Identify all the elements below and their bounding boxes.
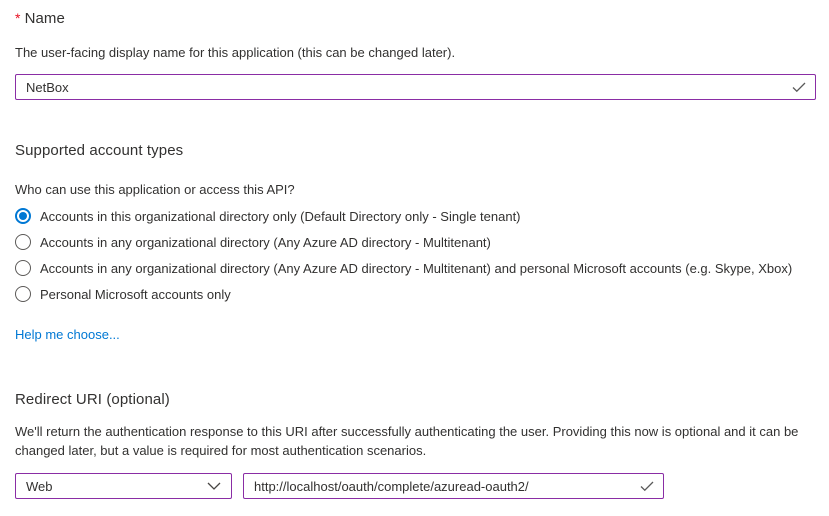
account-types-question: Who can use this application or access this API? <box>15 182 295 197</box>
name-input[interactable] <box>16 75 792 99</box>
name-section-title <box>15 10 65 27</box>
radio-single-tenant[interactable] <box>15 206 521 226</box>
name-input-field <box>15 74 816 100</box>
radio-label: Accounts in this organizational directory only (Default Directory only - Single tenant) <box>40 208 521 224</box>
radio-personal-only[interactable] <box>15 284 231 304</box>
radio-unselected-icon <box>15 234 31 250</box>
radio-label: Accounts in any organizational directory (Any Azure AD directory - Multitenant) <box>40 234 491 250</box>
redirect-uri-field <box>243 473 664 499</box>
radio-label: Accounts in any organizational directory (Any Azure AD directory - Multitenant) and personal Microsoft accounts (e.g. Skype, Xbox) <box>40 260 793 276</box>
radio-multitenant[interactable] <box>15 232 491 252</box>
account-types-title: Supported account types <box>15 142 184 159</box>
platform-selected-value: Web <box>26 478 53 494</box>
redirect-uri-title: Redirect URI (optional) <box>15 391 170 408</box>
redirect-uri-input[interactable] <box>244 474 640 498</box>
required-marker: * <box>15 10 21 26</box>
radio-multitenant-personal[interactable] <box>15 258 792 278</box>
name-title-text: Name <box>24 10 65 27</box>
help-me-choose-link[interactable]: Help me choose... <box>15 327 120 342</box>
radio-unselected-icon <box>15 286 31 302</box>
chevron-down-icon <box>207 482 221 490</box>
platform-select[interactable] <box>15 473 232 499</box>
redirect-uri-description: We'll return the authentication response to this URI after successfully authenticating the user. Providing this now is optional and it can be changed later, but a value is required for most authentication scenarios. <box>15 424 799 458</box>
valid-check-icon <box>640 481 654 492</box>
valid-check-icon <box>792 82 806 93</box>
name-description: The user-facing display name for this application (this can be changed later). <box>15 45 456 60</box>
radio-selected-icon <box>15 208 31 224</box>
radio-label: Personal Microsoft accounts only <box>40 286 231 302</box>
radio-unselected-icon <box>15 260 31 276</box>
